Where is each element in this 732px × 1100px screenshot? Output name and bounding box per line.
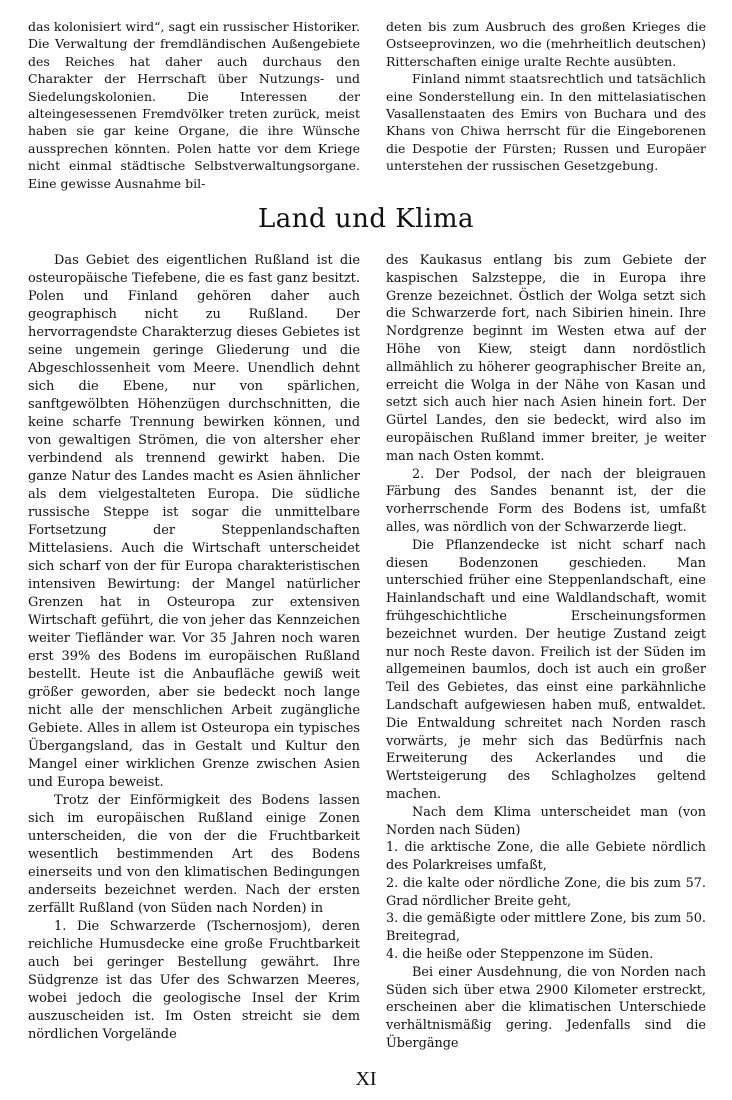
paragraph: des Kaukasus entlang bis zum Gebiete der kaspischen Salzsteppe, die in Europa ihre Grenze bezeichnet. Östlich der Wolga setzt sich die Schwarzerde fort, nach Sibirien hinein. Ihre Nordgrenze beginnt im Westen etwa auf der Höhe von Kiew, steigt dann nordöstlich allmählich zu höherer geographischer Breite an, erreicht die Wolga in der Nähe von Kasan und setzt sich auch hier nach Asien hinein fort. Der Gürtel Landes, den sie bedeckt, wird also im europäischen Rußland immer breiter, je weiter man nach Osten kommt. xyxy=(386,253,706,464)
paragraph: Trotz der Einförmigkeit des Bodens lassen sich im europäischen Rußland einige Zonen unterscheiden, die von der die Fruchtbarkeit wesentlich bestimmenden Art des Bodens einerseits und von den klimatischen Bedingungen anderseits bezeichnet werden. Nach der ersten zerfällt Rußland (von Süden nach Norden) in xyxy=(28,793,360,916)
main-left-column xyxy=(28,252,360,1044)
paragraph: Die Pflanzendecke ist nicht scharf nach diesen Bodenzonen geschieden. Man unterschied früher eine Steppenlandschaft, eine Hainlandschaft und eine Waldlandschaft, womit frühgeschichtliche Erscheinungsformen bezeichnet wurden. Der heutige Zustand zeigt nur noch Reste davon. Freilich ist der Süden im allgemeinen baumlos, doch ist auch ein großer Teil des Gebietes, das einst eine parkähnliche Landschaft aufgewiesen haben muß, entwaldet. Die Entwaldung schreitet nach Norden rasch vorwärts, je mehr sich das Bedürfnis nach Erweiterung des Ackerlandes und die Wertsteigerung des Schlagholzes geltend machen. xyxy=(386,537,706,802)
section-heading: Land und Klima xyxy=(257,204,475,234)
paragraph: deten bis zum Ausbruch des großen Krieges die Ostseeprovinzen, wo die (mehrheitlich deutschen) Ritterschaften einige uralte Rechte ausübten. xyxy=(386,19,706,69)
list-item: 1. die arktische Zone, die alle Gebiete nördlich des Polarkreises umfaßt, xyxy=(386,840,706,874)
paragraph: Das Gebiet des eigentlichen Rußland ist die osteuropäische Tiefebene, die es fast ganz besitzt. Polen und Finland gehören daher auch geographisch nicht zu Rußland. Der hervorragendste Charakterzug dieses Gebietes ist seine ungemein geringe Gliederung und die Abgeschlossenheit vom Meere. Unendlich dehnt sich die Ebene, nur von spärlichen, sanftgewölbten Höhenzügen durchschnitten, die keine scharfe Trennung bewirken können, und von gewaltigen Strömen, die von altersher eher verbindend als trennend gewirkt haben. Die ganze Natur des Landes macht es Asien ähnlicher als dem vielgestalteten Europa. Die südliche russische Steppe ist sogar die unmittelbare Fortsetzung der Steppenlandschaften Mittelasiens. Auch die Wirtschaft unterscheidet sich scharf von der für Europa charakteristischen intensiven Bewirtung: der Mangel natürlicher Grenzen hat in Osteuropa zur extensiven Wirtschaft geführt, die von jeher das Kennzeichen weiter Tiefländer war. Vor 35 Jahren noch waren erst 39% des Bodens im europäischen Rußland bestellt. Heute ist die Anbaufläche gewiß weit größer geworden, aber sie bedeckt noch lange nicht alle der menschlichen Arbeit zugängliche Gebiete. Alles in allem ist Osteuropa ein typisches Übergangsland, das in Gestalt und Kultur den Mangel einer wirklichen Grenze zwischen Asien und Europa beweist. xyxy=(28,253,360,790)
top-right-column xyxy=(386,18,706,175)
paragraph: 1. Die Schwarzerde (Tschernosjom), deren reichliche Humusdecke eine große Fruchtbarkeit auch bei geringer Bestellung gewährt. Ihre Südgrenze ist das Ufer des Schwarzen Meeres, wobei jedoch die geologische Insel der Krim auszuscheiden ist. Im Osten streicht sie dem nördlichen Vorgelände xyxy=(28,919,360,1042)
list-item: 4. die heiße oder Steppenzone im Süden. xyxy=(386,947,654,963)
top-left-column xyxy=(28,18,360,192)
paragraph: 2. Der Podsol, der nach der bleigrauen Färbung des Sandes benannt ist, der die vorherrschende Form des Bodens ist, umfaßt alles, was nördlich von der Schwarzerde liegt. xyxy=(386,466,706,535)
list-item: 3. die gemäßigte oder mittlere Zone, bis zum 50. Breitegrad, xyxy=(386,911,706,945)
paragraph: Bei einer Ausdehnung, die von Norden nach Süden sich über etwa 2900 Kilometer erstreckt, erscheinen aber die klimatischen Unterschiede verhältnismäßig gering. Jedenfalls sind die Übergänge xyxy=(386,964,706,1052)
list-item: 2. die kalte oder nördliche Zone, die bis zum 57. Grad nördlicher Breite geht, xyxy=(386,875,706,909)
page-number: XI xyxy=(355,1068,377,1090)
paragraph: das kolonisiert wird“, sagt ein russischer Historiker. Die Verwaltung der fremdländischen Außengebiete des Reiches hat daher auch durchaus den Charakter der Herrschaft über Nutzungs- und Siedelungskolonien. Die Interessen der alteingesessenen Fremdvölker treten zurück, meist haben sie gar keine Organe, die ihre Wünsche aussprechen könnten. Polen hatte vor dem Kriege nicht einmal städtische Selbstverwaltungsorgane. Eine gewisse Ausnahme bil- xyxy=(28,19,360,191)
paragraph: Finland nimmt staatsrechtlich und tatsächlich eine Sonderstellung ein. In den mittelasiatischen Vasallenstaaten des Emirs von Buchara und des Khans von Chiwa herrscht für die Eingeborenen die Despotie der Fürsten; Russen und Europäer unterstehen der russischen Gesetzgebung. xyxy=(386,71,706,174)
paragraph: Nach dem Klima unterscheidet man (von Norden nach Süden) xyxy=(386,804,706,838)
main-right-column xyxy=(386,252,706,1053)
